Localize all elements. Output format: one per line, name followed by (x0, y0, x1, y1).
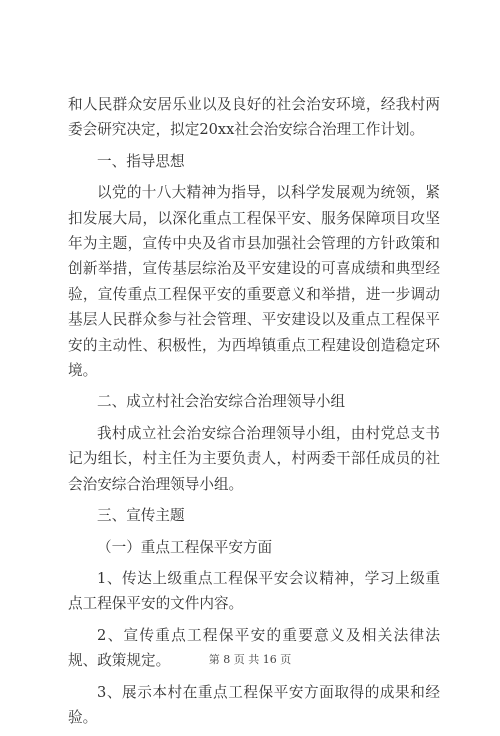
document-body (68, 92, 440, 736)
paragraph-intro-continued: 和人民群众安居乐业以及良好的社会治安环境，经我村两委会研究决定，拟定20xx社会治安综合治理工作计划。 (68, 96, 440, 139)
section-heading-publicity-theme: 三、宣传主题 (97, 507, 185, 525)
list-item-1: 1、传达上级重点工程保平安会议精神，学习上级重点工程保平安的文件内容。 (68, 569, 440, 613)
paragraph-guiding-ideology: 以党的十八大精神为指导，以科学发展观为统领，紧扣发展大局，以深化重点工程保平安、服务保障项目攻坚年为主题，宣传中央及省市县加强社会管理的方针政策和创新举措，宣传基层综治及平安建设的可喜成绩和典型经验，宣传重点工程保平安的重要意义和举措，进一步调动基层人民群众参与社会管理、平安建设以及重点工程保平安的主动性、积极性，为西埠镇重点工程建设创造稳定环境。 (68, 184, 440, 380)
section-heading-guiding-ideology: 一、指导思想 (97, 152, 185, 170)
list-item-3: 3、展示本村在重点工程保平安方面取得的成果和经验。 (68, 683, 440, 726)
list-item-2: 2、宣传重点工程保平安的重要意义及相关法律法规、政策规定。 (68, 626, 440, 670)
paragraph-leading-group: 我村成立社会治安综合治理领导小组，由村党总支书记为组长，村主任为主要负责人，村两委干部任成员的社会治安综合治理领导小组。 (68, 424, 440, 493)
subsection-heading-key-projects: （一）重点工程保平安方面 (97, 538, 273, 556)
page-footer: 第 8 页 共 16 页 (208, 653, 292, 666)
section-heading-leading-group: 二、成立村社会治安综合治理领导小组 (97, 393, 346, 411)
